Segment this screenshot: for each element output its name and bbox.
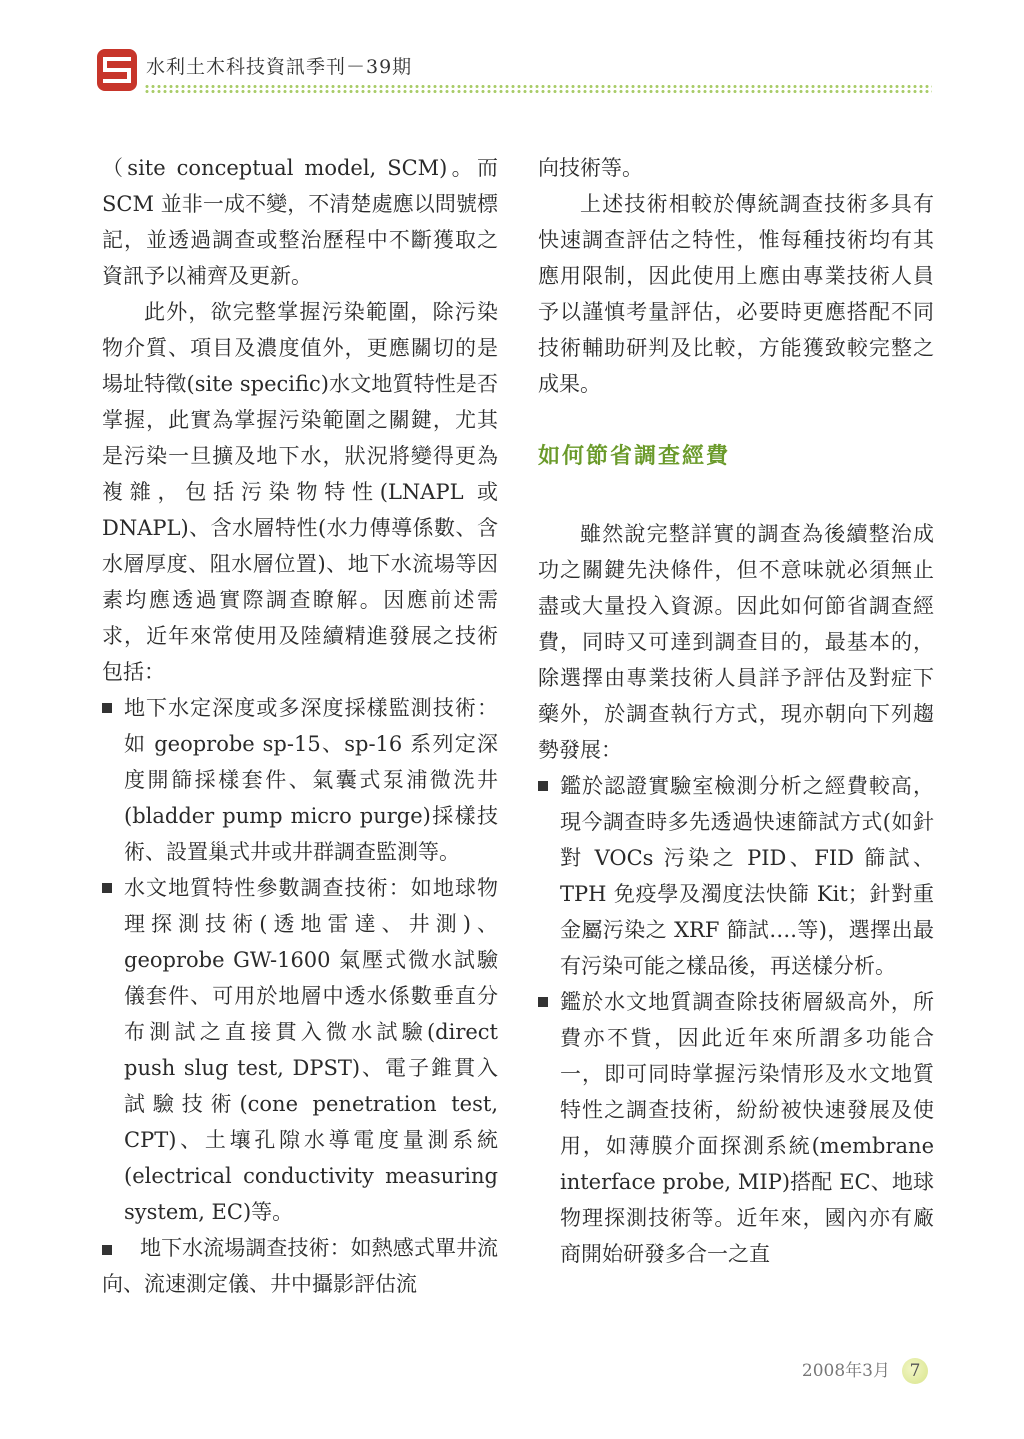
paragraph: 此外，欲完整掌握污染範圍，除污染物介質、項目及濃度值外，更應關切的是場址特徵(site specific)水文地質特性是否掌握，此實為掌握污染範圍之關鍵，尤其是污染一旦擴及地下水，狀況將變得更為複雜，包括污染物特性(LNAPL 或 DNAPL)、含水層特性(水力傳導係數、含水層厚度、阻水層位置)、地下水流場等因素均應透過實際調查瞭解。因應前述需求，近年來常使用及陸續精進發展之技術包括：: [102, 300, 498, 684]
right-column: [538, 150, 934, 1272]
paragraph: （site conceptual model, SCM)。而 SCM 並非一成不變，不清楚處應以問號標記，並透過調查或整治歷程中不斷獲取之資訊予以補齊及更新。: [102, 156, 498, 288]
list-item: [102, 690, 498, 870]
paragraph: 雖然說完整詳實的調查為後續整治成功之關鍵先決條件，但不意味就必須無止盡或大量投入資源。因此如何節省調查經費，同時又可達到調查目的，最基本的，除選擇由專業技術人員詳予評估及對症下藥外，於調查執行方式，現亦朝向下列趨勢發展：: [538, 522, 934, 762]
section-heading: 如何節省調查經費: [538, 443, 731, 469]
list-item-text: 鑑於水文地質調查除技術層級高外，所費亦不貲，因此近年來所謂多功能合一，即可同時掌握污染情形及水文地質特性之調查技術，紛紛被快速發展及使用，如薄膜介面探測系統(membrane interface probe, MIP)搭配 EC、地球物理探測技術等。近年來，國內亦有廠商開始研發多合一之直: [560, 990, 934, 1266]
left-column: [102, 150, 498, 1302]
paragraph: 上述技術相較於傳統調查技術多具有快速調查評估之特性，惟每種技術均有其應用限制，因此使用上應由專業技術人員予以謹慎考量評估，必要時更應搭配不同技術輔助研判及比較，方能獲致較完整之成果。: [538, 192, 934, 396]
square-bullet-icon: [102, 703, 112, 713]
list-item-text: 地下水流場調查技術：如熱感式單井流向、流速測定儀、井中攝影評估流: [102, 1236, 498, 1296]
page-header: [92, 44, 932, 104]
list-item: [102, 1230, 498, 1302]
list-item-text: 鑑於認證實驗室檢測分析之經費較高，現今調查時多先透過快速篩試方式(如針對 VOCs 污染之 PID、FID 篩試、TPH 免疫學及濁度法快篩 Kit；針對重金屬污染之 XRF 篩試….等)，選擇出最有污染可能之樣品後，再送樣分析。: [560, 774, 934, 978]
square-bullet-icon: [538, 997, 548, 1007]
list-item: [102, 870, 498, 1230]
header-dotted-rule: [144, 84, 932, 94]
magazine-logo-icon: [96, 48, 138, 92]
square-bullet-icon: [102, 1245, 112, 1255]
square-bullet-icon: [538, 781, 548, 791]
issue-date: 2008年3月: [801, 1361, 890, 1381]
list-item-text: 地下水定深度或多深度採樣監測技術：如 geoprobe sp-15、sp-16 系列定深度開篩採樣套件、氣囊式泵浦微洗井(bladder pump micro purge)採樣技術、設置巢式井或井群調查監測等。: [124, 696, 498, 864]
list-item: [538, 984, 934, 1272]
paragraph: 向技術等。: [538, 156, 643, 180]
page-number: 7: [902, 1358, 928, 1384]
square-bullet-icon: [102, 883, 112, 893]
page-footer: [802, 1356, 928, 1384]
list-item-text: 水文地質特性參數調查技術：如地球物理探測技術(透地雷達、井測)、geoprobe GW-1600 氣壓式微水試驗儀套件、可用於地層中透水係數垂直分布測試之直接貫入微水試驗(direct push slug test, DPST)、電子錐貫入試驗技術(cone penetration test, CPT)、土壤孔隙水導電度量測系統(electrical conductivity measuring system, EC)等。: [124, 876, 498, 1224]
list-item: [538, 768, 934, 984]
journal-title: 水利土木科技資訊季刊－39期: [146, 56, 413, 78]
